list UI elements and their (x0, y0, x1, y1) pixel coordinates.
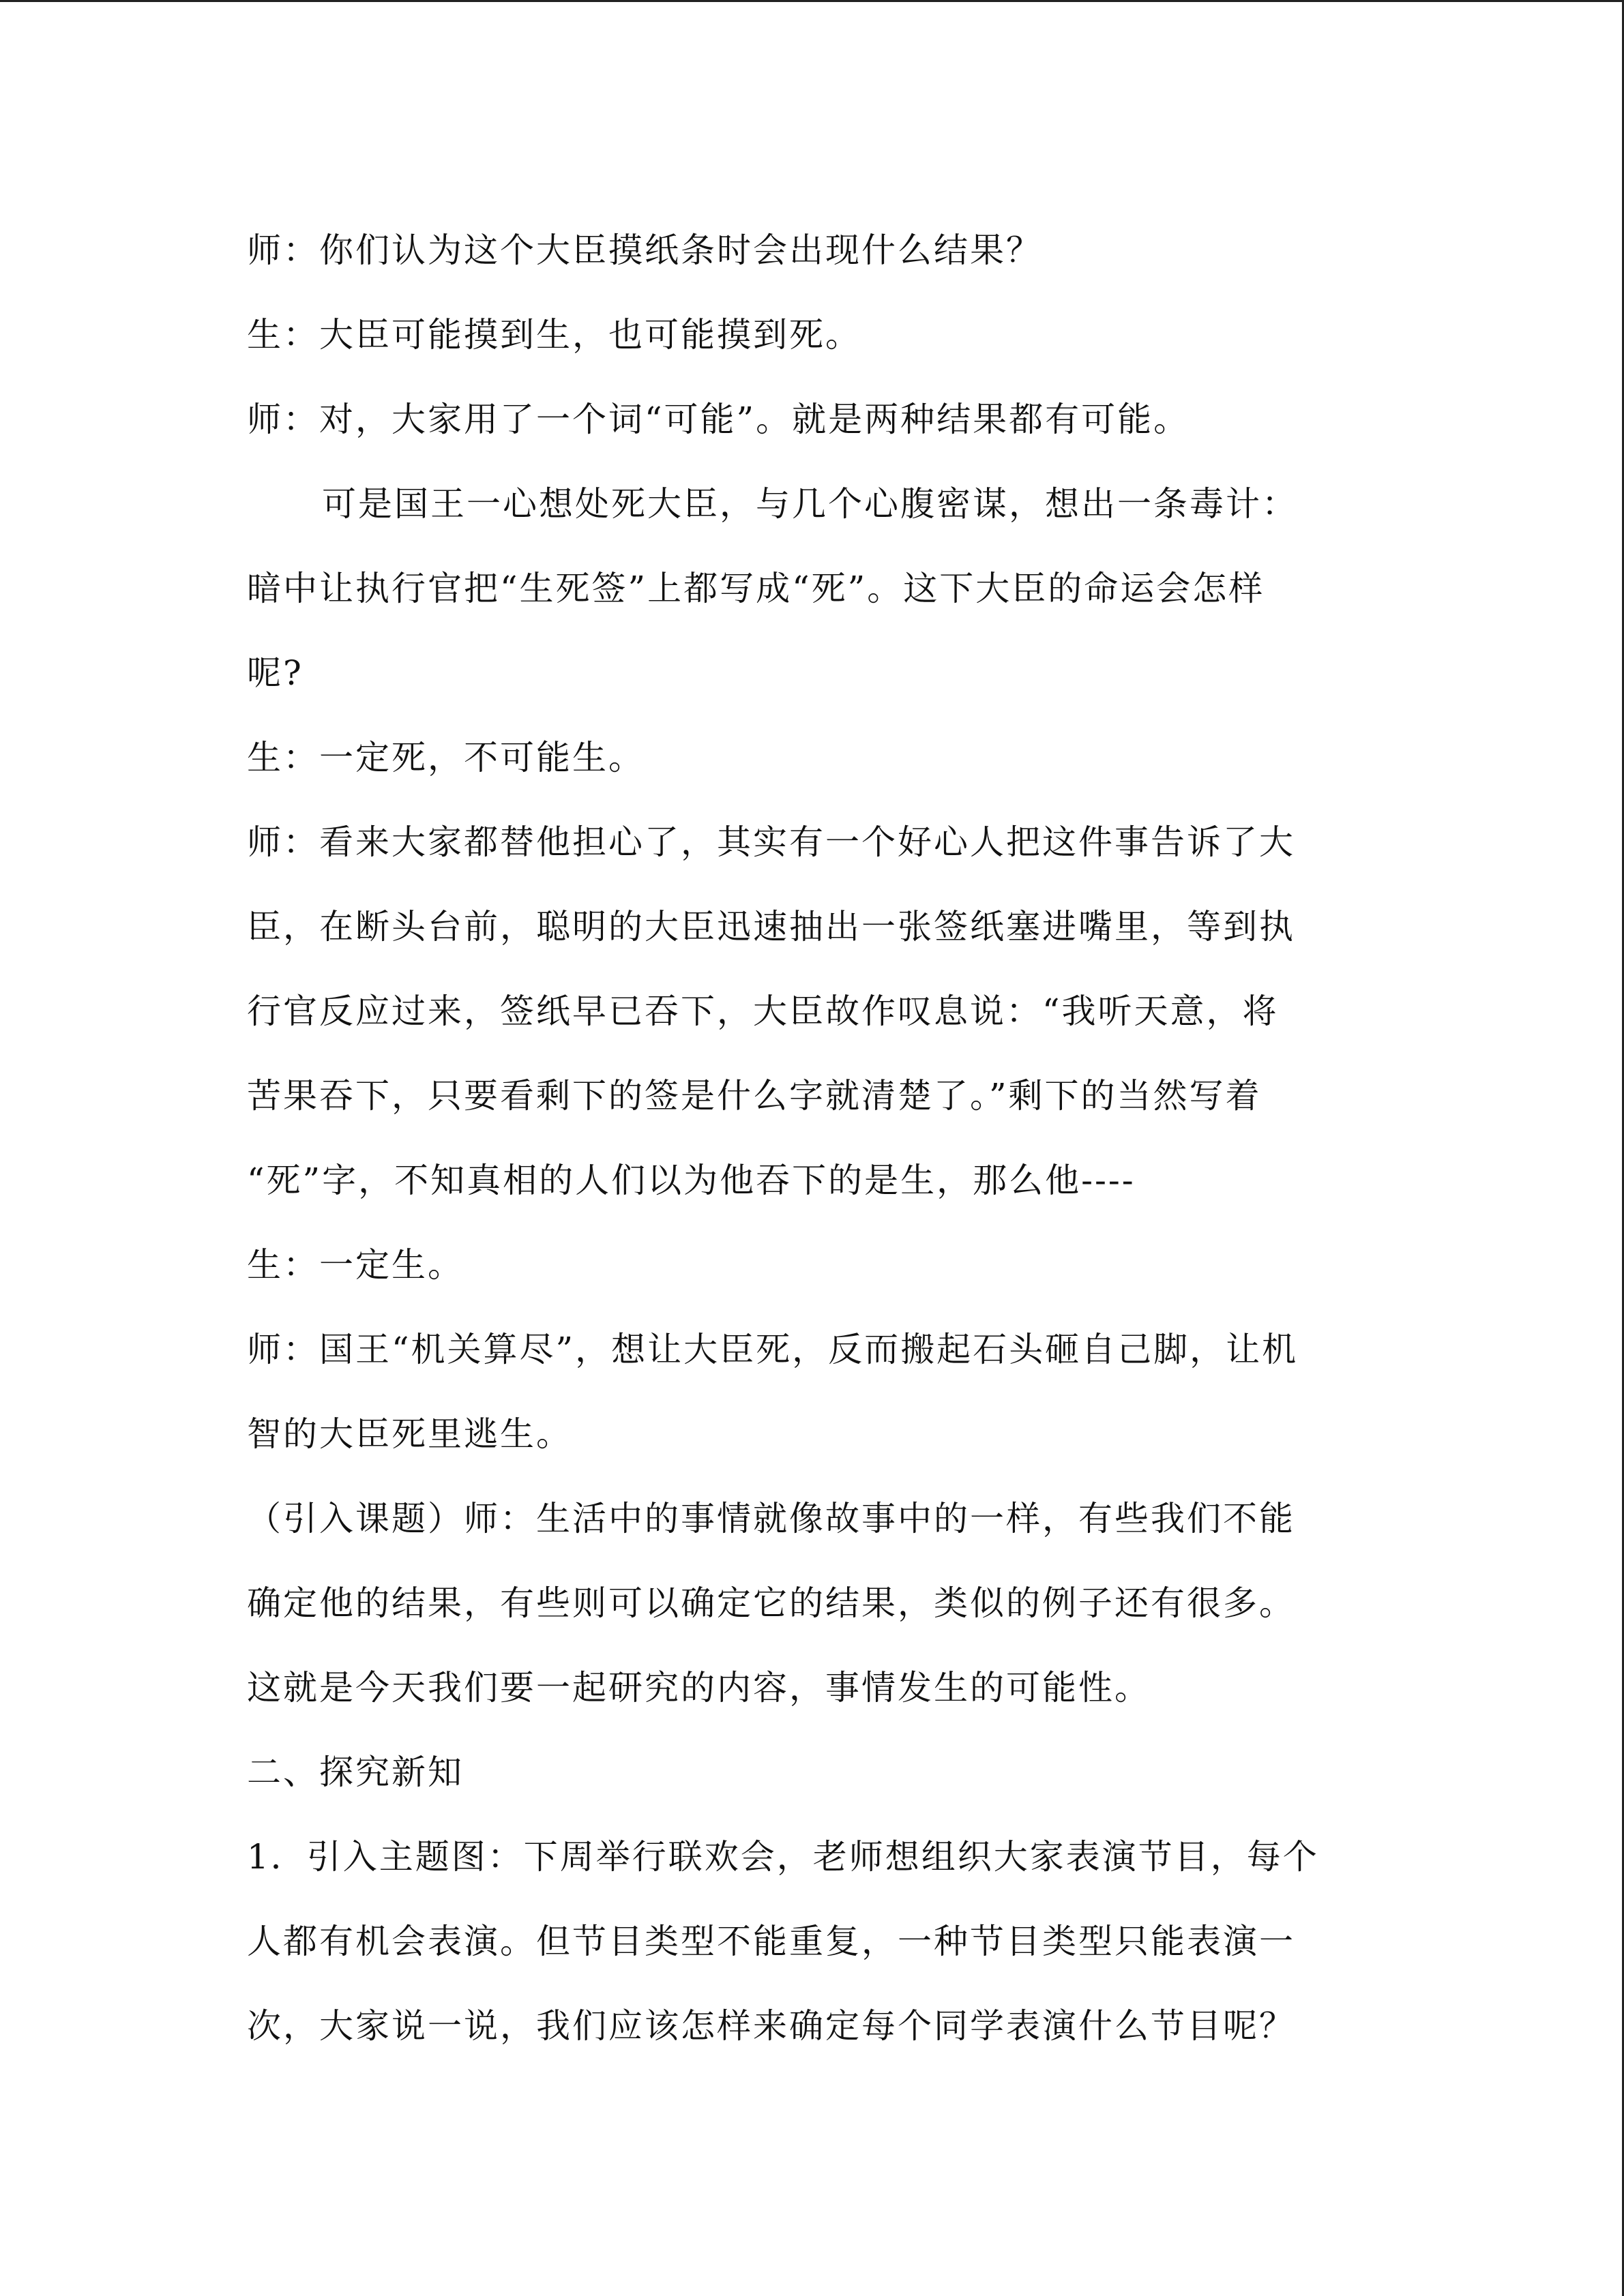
paragraph-line: 行官反应过来，签纸早已吞下，大臣故作叹息说：“我听天意，将 (247, 992, 1279, 1031)
section-heading: 二、探究新知 (247, 1753, 464, 1792)
paragraph-line: 生：一定生。 (247, 1245, 464, 1285)
paragraph-line: 可是国王一心想处死大臣，与几个心腹密谋，想出一条毒计： (322, 484, 1298, 524)
paragraph-line: “死”字，不知真相的人们以为他吞下的是生，那么他---- (247, 1161, 1136, 1200)
paragraph-line: 师：对，大家用了一个词“可能”。就是两种结果都有可能。 (247, 400, 1190, 439)
paragraph-line: （引入课题）师：生活中的事情就像故事中的一样，有些我们不能 (247, 1499, 1295, 1538)
paragraph-line: 呢? (247, 653, 304, 693)
paragraph-line: 确定他的结果，有些则可以确定它的结果，类似的例子还有很多。 (247, 1583, 1295, 1623)
document-body (247, 208, 1376, 2068)
paragraph-line: 生：大臣可能摸到生，也可能摸到死。 (247, 315, 861, 355)
paragraph-line: 苦果吞下，只要看剩下的签是什么字就清楚了。”剩下的当然写着 (247, 1076, 1262, 1116)
paragraph-line: 智的大臣死里逃生。 (247, 1414, 572, 1454)
paragraph-line: 这就是今天我们要一起研究的内容，事情发生的可能性。 (247, 1668, 1151, 1708)
paragraph-line: 人都有机会表演。但节目类型不能重复，一种节目类型只能表演一 (247, 1922, 1295, 1961)
paragraph-line: 师：国王“机关算尽”，想让大臣死，反而搬起石头砸自己脚，让机 (247, 1330, 1299, 1369)
paragraph-line: 臣，在断头台前，聪明的大臣迅速抽出一张签纸塞进嘴里，等到执 (247, 907, 1295, 946)
paragraph-line: 生：一定死，不可能生。 (247, 738, 645, 777)
paragraph-line: 师：你们认为这个大臣摸纸条时会出现什么结果？ (247, 230, 1042, 270)
paragraph-line: 暗中让执行官把“生死签”上都写成“死”。这下大臣的命运会怎样 (247, 569, 1265, 608)
paragraph-line: 1．引入主题图：下周举行联欢会，老师想组织大家表演节目，每个 (247, 1837, 1319, 1877)
page-border-top (0, 0, 1624, 2)
paragraph-line: 次，大家说一说，我们应该怎样来确定每个同学表演什么节目呢？ (247, 2006, 1295, 2046)
paragraph-line: 师：看来大家都替他担心了，其实有一个好心人把这件事告诉了大 (247, 822, 1295, 862)
